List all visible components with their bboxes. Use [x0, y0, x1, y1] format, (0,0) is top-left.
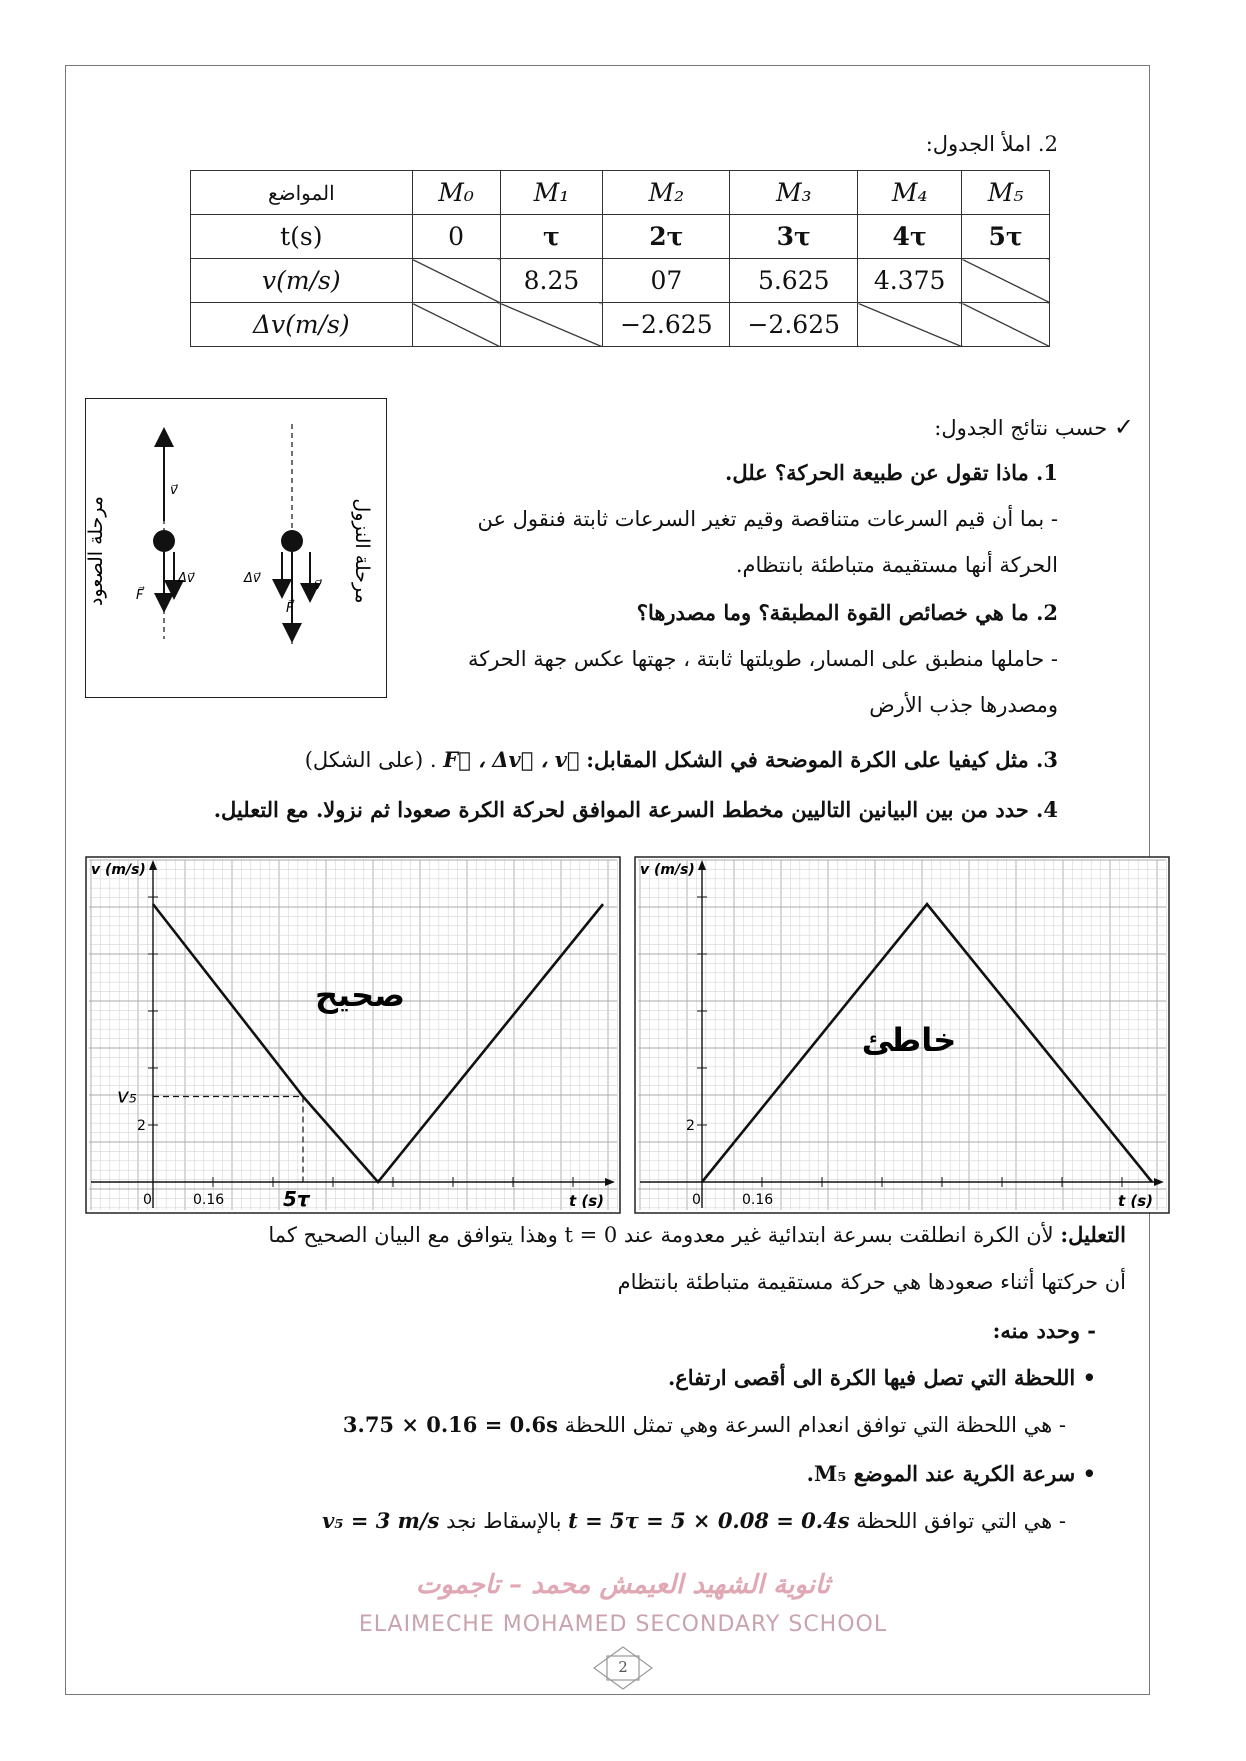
x-axis-label: t (s): [1118, 1192, 1154, 1210]
table-cell: 5.625: [730, 259, 858, 303]
bullet-1-answer: [166, 1412, 1066, 1437]
answer-1-line-2: الحركة أنها مستقيمة متباطئة بانتظام.: [735, 553, 1058, 577]
force-diagram-svg: [86, 399, 386, 697]
bullet-2-answer: [116, 1508, 1066, 1533]
table-cell-crossed: [962, 259, 1050, 303]
table-cell-crossed: [500, 303, 603, 347]
v5-label: v₅: [117, 1083, 137, 1108]
question-1: 1. ماذا تقول عن طبيعة الحركة؟ علل.: [725, 460, 1058, 485]
results-heading: [394, 413, 1134, 441]
question-2: 2. ما هي خصائص القوة المطبقة؟ وما مصدرها؟: [636, 600, 1058, 625]
question-2-label: 2. املأ الجدول:: [925, 132, 1058, 156]
dv-label-down: Δv⃗: [244, 571, 261, 586]
table-cell: −2.625: [603, 303, 730, 347]
table-row-label: v(m/s): [191, 259, 413, 303]
table-header-cell: المواضع: [191, 171, 413, 215]
table-cell: −2.625: [730, 303, 858, 347]
table-cell: 5τ: [962, 215, 1050, 259]
justification-label: التعليل:: [1060, 1222, 1126, 1247]
table-cell: 3τ: [730, 215, 858, 259]
table-row-label: Δv(m/s): [191, 303, 413, 347]
phase-label-up: مرحلة الصعود: [86, 496, 107, 606]
page-number: 2: [618, 1658, 628, 1676]
x-axis-label: t (s): [569, 1192, 605, 1210]
table-cell-crossed: [858, 303, 962, 347]
v-label-up: v⃗: [170, 483, 178, 498]
table-header-cell: M₅: [962, 171, 1050, 215]
table-cell: 4.375: [858, 259, 962, 303]
ball-down: [281, 530, 303, 552]
graph-verdict: صحيح: [314, 976, 406, 1014]
phase-label-down: مرحلة النزول: [351, 498, 373, 604]
checkmark-icon: ✓: [1113, 413, 1134, 441]
table-row-label: t(s): [191, 215, 413, 259]
y-tick-label: 2: [686, 1118, 695, 1134]
y-tick-label: 2: [137, 1118, 146, 1134]
table-header-cell: M₃: [730, 171, 858, 215]
graph-correct: [85, 856, 621, 1214]
bullet-2-answer-math-1: t = 5τ = 5 × 0.08 = 0.4s: [568, 1508, 850, 1533]
table-cell-crossed: [962, 303, 1050, 347]
table-cell-crossed: [412, 259, 500, 303]
table-cell: 2τ: [603, 215, 730, 259]
school-name-english: ELAIMECHE MOHAMED SECONDARY SCHOOL: [358, 1612, 888, 1637]
bullet-2: • سرعة الكرية عند الموضع M₅.: [806, 1461, 1096, 1486]
question-3: [158, 747, 1058, 772]
table-header-cell: M₁: [500, 171, 603, 215]
bullet-1: • اللحظة التي تصل فيها الكرة الى أقصى ارتفاع.: [667, 1365, 1096, 1390]
dv-label-up: Δv⃗: [178, 571, 195, 586]
table-cell: τ: [500, 215, 603, 259]
table-row: [191, 303, 1050, 347]
y-axis-label: v (m/s): [640, 862, 695, 878]
question-3-suffix: . (على الشكل): [304, 748, 437, 772]
table-header-cell: M₀: [412, 171, 500, 215]
table-header-cell: M₄: [858, 171, 962, 215]
answer-1-line-1: - بما أن قيم السرعات متناقصة وقيم تغير السرعات ثابتة فنقول عن: [477, 507, 1058, 531]
f-label-down: F⃗: [286, 601, 294, 616]
x-tick-label-origin: 0: [143, 1192, 152, 1208]
table-row: [191, 259, 1050, 303]
answer-2-line-2: ومصدرها جذب الأرض: [869, 693, 1058, 717]
question-3-prefix: 3. مثل كيفيا على الكرة الموضحة في الشكل المقابل:: [586, 747, 1058, 772]
table-row: [191, 215, 1050, 259]
table-cell-crossed: [412, 303, 500, 347]
table-cell: 07: [603, 259, 730, 303]
ball-up: [153, 530, 175, 552]
justification-line-2: أن حركتها أثناء صعودها هي حركة مستقيمة متباطئة بانتظام: [617, 1270, 1126, 1294]
answer-2-line-1: - حاملها منطبق على المسار، طويلتها ثابتة ، جهتها عكس جهة الحركة: [467, 647, 1058, 671]
f-label-up: F⃗: [136, 588, 144, 603]
results-intro: حسب نتائج الجدول:: [934, 416, 1108, 440]
school-name-arabic: ثانوية الشهيد العيمش محمد – تاجموت: [415, 1570, 831, 1600]
table-cell: 8.25: [500, 259, 603, 303]
justification-line-1: [116, 1222, 1126, 1247]
x-tick-label: 0.16: [193, 1192, 225, 1208]
question-3-vectors: F⃗ ، Δv⃗ ، v⃗: [443, 747, 580, 772]
x-tick-label: 0.16: [742, 1192, 774, 1208]
tau5-label: 5τ: [283, 1187, 310, 1211]
bullet-1-answer-math: 3.75 × 0.16 = 0.6s: [342, 1412, 558, 1437]
deduce-label: - وحدد منه:: [992, 1318, 1096, 1343]
table-cell: 0: [412, 215, 500, 259]
bullet-2-answer-mid: بالإسقاط نجد: [446, 1509, 562, 1533]
bullet-2-answer-math-2: v₅ = 3 m/s: [322, 1508, 440, 1533]
graph-wrong: [634, 856, 1170, 1214]
table-header-cell: M₂: [603, 171, 730, 215]
graph-verdict: خاطئ: [861, 1021, 957, 1059]
v-label-down: v⃗: [314, 578, 322, 593]
force-diagram: [85, 398, 387, 698]
table-cell: 4τ: [858, 215, 962, 259]
question-4: 4. حدد من بين البيانين التاليين مخطط السرعة الموافق لحركة الكرة صعودا ثم نزولا. مع التعليل.: [213, 797, 1058, 822]
x-tick-label-origin: 0: [692, 1192, 701, 1208]
table-header-row: [191, 171, 1050, 215]
bullet-2-answer-text: - هي التي توافق اللحظة: [856, 1509, 1066, 1533]
y-axis-label: v (m/s): [91, 862, 146, 878]
bullet-1-answer-text: - هي اللحظة التي توافق انعدام السرعة وهي تمثل اللحظة: [564, 1413, 1066, 1437]
justification-text-1: لأن الكرة انطلقت بسرعة ابتدائية غير معدومة عند t = 0 وهذا يتوافق مع البيان الصحيح كما: [268, 1223, 1054, 1247]
motion-table: [190, 170, 1050, 347]
